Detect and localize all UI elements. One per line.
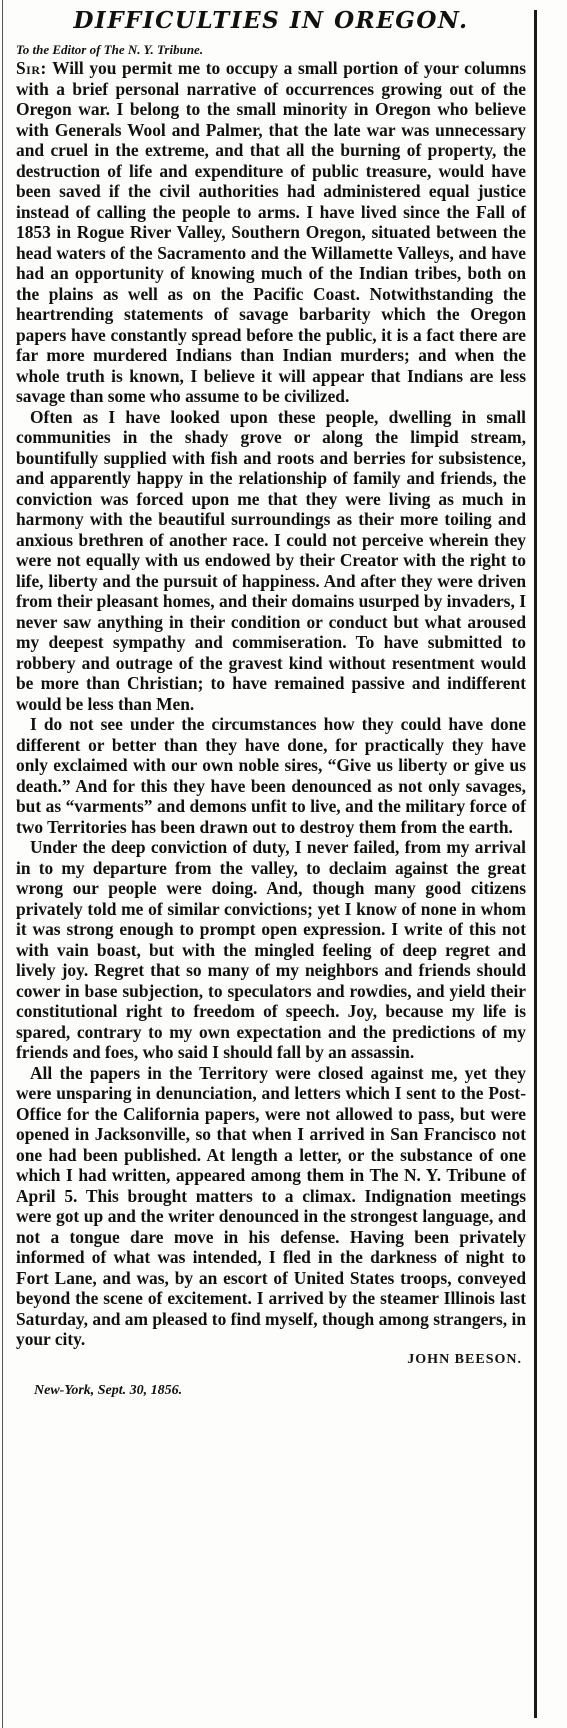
signature: JOHN BEESON.	[407, 1351, 522, 1367]
headline: DIFFICULTIES IN OREGON.	[73, 7, 469, 34]
to-editor-line: To the Editor of The N. Y. Tribune.	[16, 42, 204, 57]
column-rule-right	[534, 10, 537, 1718]
paragraph-5: All the papers in the Territory were closed against me, yet they were unsparing in denunciation, and letters which I sent to the Post-Office for the California papers, were not allowed to pass, but were opened in Jacksonville, so that when I arrived in San Francisco not one had been published. At length a letter, or the substance of one which I had written, appeared among them in The N. Y. Tribune of April 5. This brought matters to a climax. Indignation meetings were got up and the writer denounced in the strongest language, and not a tongue dare move in his defense. Having been privately informed of what was intended, I fled in the darkness of night to Fort Lane, and was, by an escort of United States troops, conveyed beyond the scene of excitement. I arrived by the steamer Illinois last Saturday, and am pleased to find myself, though among strangers, in your city.	[16, 1062, 526, 1349]
paragraph-2: Often as I have looked upon these people, dwelling in small communities in the shady grove or along the limpid stream, bountifully supplied with fish and roots and berries for subsistence, and apparently happy in the relationship of family and friends, the conviction was forced upon me that they were living as much in harmony with the beautiful surroundings as their more toiling and anxious brethren of another race. I could not perceive wherein they were not equally with us endowed by their Creator with the right to life, liberty and the pursuit of happiness. And after they were driven from their pleasant homes, and their domains usurped by invaders, I never saw anything in their condition or conduct but what aroused my deepest sympathy and commiseration. To have submitted to robbery and outrage of the gravest kind without resentment would be more than Christian; to have remained passive and indifferent would be less than Men.	[16, 406, 526, 714]
column-rule-left	[2, 0, 3, 1728]
paragraph-1	[16, 58, 526, 407]
paragraph-1-text: Will you permit me to occupy a small portion of your columns with a brief personal narrative of occurrences growing out of the Oregon war. I belong to the small minority in Oregon who believe with Generals Wool and Palmer, that the late war was unnecessary and cruel in the extreme, and that all the burning of property, the destruction of life and expenditure of public treasure, would have been saved if the civil authorities had administered equal justice instead of calling the people to arms. I have lived since the Fall of 1853 in Rogue River Valley, Southern Oregon, situated between the head waters of the Sacramento and the Willamette Valleys, and have had an opportunity of knowing much of the Indian tribes, both on the plains as well as on the Pacific Coast. Notwithstanding the heartrending statements of savage barbarity which the Oregon papers have constantly spread before the public, it is a fact there are far more murdered Indians than Indian murders; and when the whole truth is known, I believe it will appear that Indians are less savage than some who assume to be civilized.	[16, 58, 526, 406]
salutation: Sir:	[16, 58, 47, 78]
dateline: New-York, Sept. 30, 1856.	[34, 1382, 183, 1398]
paragraph-4: Under the deep conviction of duty, I never failed, from my arrival in to my departure from the valley, to declaim against the great wrong our people were doing. And, though many good citizens privately told me of similar convictions; yet I know of none in whom it was strong enough to prompt open expression. I write of this not with vain boast, but with the mingled feeling of deep regret and lively joy. Regret that so many of my neighbors and friends should cower in base subjection, to speculators and rowdies, and yield their constitutional right to freedom of speech. Joy, because my life is spared, contrary to my own expectation and the predictions of my friends and foes, who said I should fall by an assassin.	[16, 837, 526, 1062]
signature-row	[16, 1352, 526, 1374]
article	[16, 6, 526, 1400]
paragraph-3: I do not see under the circumstances how they could have done different or better than they have done, for practically they have only exclaimed with our own noble sires, “Give us liberty or give us death.” And for this they have been denounced as not only savages, but as “varments” and demons unfit to live, and the military force of two Territories has been drawn out to destroy them from the earth.	[16, 714, 526, 837]
